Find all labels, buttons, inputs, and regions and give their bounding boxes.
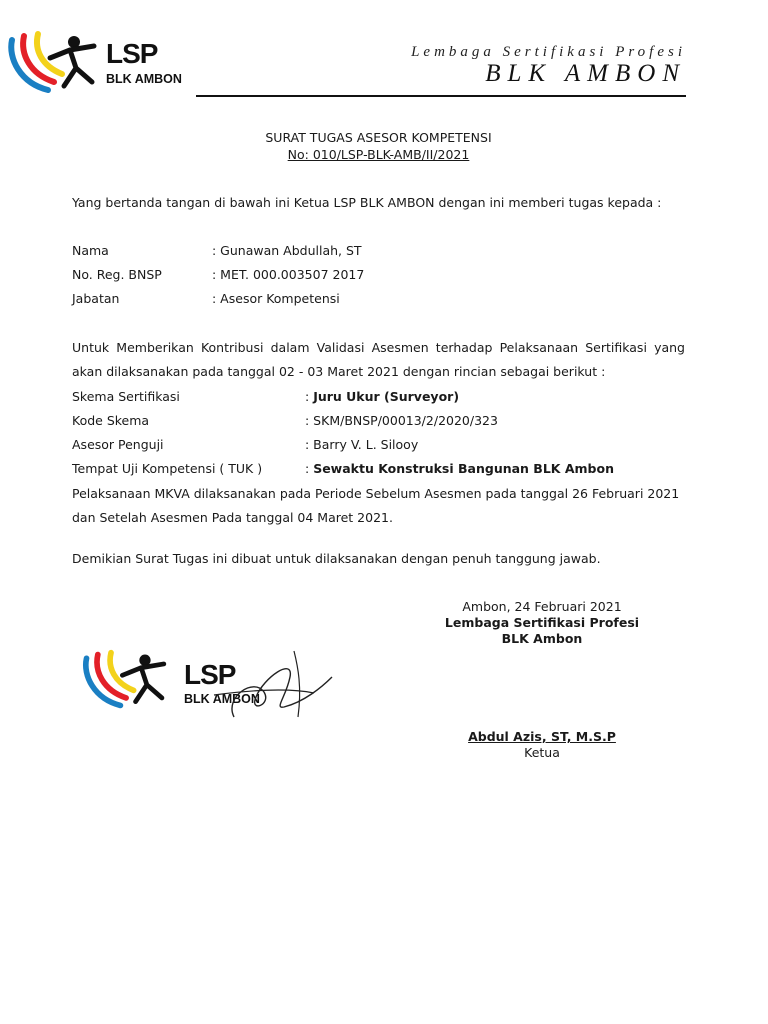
header-logo	[6, 28, 196, 98]
stamp-logo	[76, 645, 336, 730]
skema-colon: :	[305, 389, 314, 404]
signatory-role: Ketua	[524, 745, 560, 760]
letter-number: No: 010/LSP-BLK-AMB/II/2021	[287, 147, 470, 162]
mkva-line-2: dan Setelah Asesmen Pada tanggal 04 Maret 2021.	[72, 510, 393, 525]
mkva-line-1: Pelaksanaan MKVA dilaksanakan pada Periode Sebelum Asesmen pada tanggal 26 Februari 2021	[72, 486, 680, 501]
name-value: : Gunawan Abdullah, ST	[212, 243, 362, 258]
reg-label: No. Reg. BNSP	[72, 267, 162, 282]
org-tagline: Lembaga Sertifikasi Profesi	[411, 44, 686, 60]
closing-text: Demikian Surat Tugas ini dibuat untuk dilaksanakan dengan penuh tanggung jawab.	[72, 551, 601, 566]
name-label: Nama	[72, 243, 109, 258]
letter-title: SURAT TUGAS ASESOR KOMPETENSI	[265, 130, 492, 145]
asesor-label: Asesor Penguji	[72, 437, 164, 452]
header-divider	[196, 95, 686, 97]
tuk-label: Tempat Uji Kompetensi ( TUK )	[72, 461, 263, 476]
tuk-value	[305, 461, 614, 476]
signatory-org-2: BLK Ambon	[501, 631, 583, 646]
intro-text: Yang bertanda tangan di bawah ini Ketua LSP BLK AMBON dengan ini memberi tugas kepada :	[72, 195, 662, 210]
signature-scribble-icon	[194, 647, 334, 727]
reg-value: : MET. 000.003507 2017	[212, 267, 365, 282]
asesor-value: : Barry V. L. Silooy	[305, 437, 419, 452]
signatory-org-1: Lembaga Sertifikasi Profesi	[444, 615, 640, 630]
tuk-colon: :	[305, 461, 314, 476]
position-value: : Asesor Kompetensi	[212, 291, 340, 306]
lsp-stamp-emblem-icon	[76, 647, 180, 713]
skema-name: Juru Ukur (Surveyor)	[313, 389, 460, 404]
place-date: Ambon, 24 Februari 2021	[462, 599, 622, 614]
org-name-title: BLK AMBON	[485, 60, 686, 87]
skema-value	[305, 389, 459, 404]
stamp-sub-text: BLK AMBON	[184, 692, 260, 706]
stamp-lsp-text: LSP	[184, 659, 236, 690]
skema-label: Skema Sertifikasi	[72, 389, 180, 404]
purpose-paragraph: Untuk Memberikan Kontribusi dalam Validasi Asesmen terhadap Pelaksanaan Sertifikasi yang akan dilaksanakan pada tanggal 02 - 03 Maret 2021 dengan rincian sebagai berikut :	[72, 340, 685, 379]
kode-label: Kode Skema	[72, 413, 150, 428]
tuk-name: Sewaktu Konstruksi Bangunan BLK Ambon	[313, 461, 614, 476]
position-label: Jabatan	[72, 291, 120, 306]
lsp-emblem-icon	[6, 28, 106, 98]
kode-value: : SKM/BNSP/00013/2/2020/323	[305, 413, 498, 428]
logo-lsp-text: LSP	[106, 38, 158, 69]
signatory-name: Abdul Azis, ST, M.S.P	[468, 729, 616, 744]
logo-sub-text: BLK AMBON	[106, 72, 182, 86]
